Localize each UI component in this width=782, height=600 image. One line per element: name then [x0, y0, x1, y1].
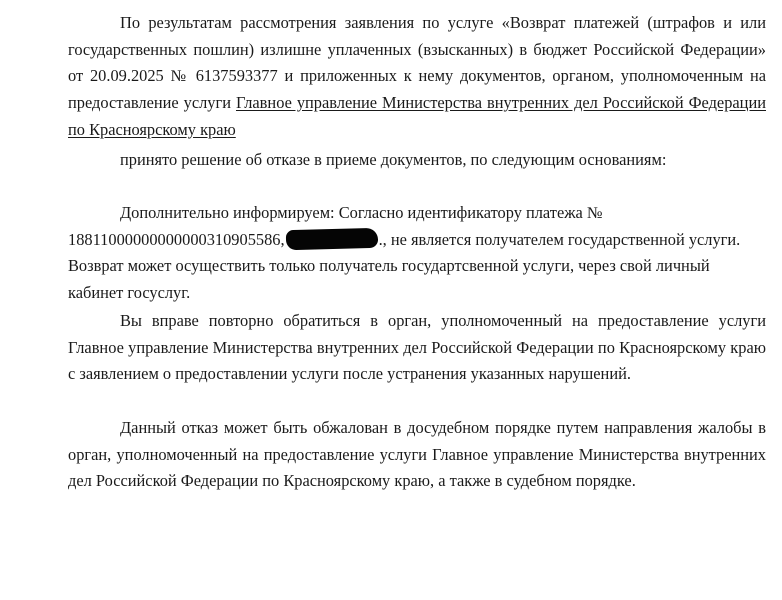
payment-id-text: Дополнительно информируем: Согласно идентификатору платежа № 18811000000000000310905586, — [68, 203, 603, 249]
additional-info-paragraph — [68, 200, 748, 307]
appeal-paragraph: Данный отказ может быть обжалован в досудебном порядке путем направления жалобы в орган, уполномоченный на предоставление услуги Главное управление Министерства внутренних дел Российской Федерации по Красноярскому краю, а также в судебном порядке. — [68, 418, 766, 491]
agency-name: Главное управление Министерства внутренних дел Российской Федерации по Красноярскому краю — [68, 93, 766, 139]
refusal-statement: принято решение об отказе в приеме документов, по следующим основаниям: — [120, 150, 667, 169]
decision-text: По результатам рассмотрения заявления по услуге «Возврат платежей (штрафов и или государственных пошлин) излишне уплаченных (взысканных) в бюджет Российской Федерации» от 20.09.2025 № 6137593377 и приложенных к нему документов, органом, уполномоченным на предоставление услуги — [68, 13, 766, 113]
redaction-mark — [285, 228, 377, 250]
decision-paragraph — [68, 10, 766, 144]
reapply-paragraph: Вы вправе повторно обратиться в орган, уполномоченный на предоставление услуги Главное управление Министерства внутренних дел Российской Федерации по Красноярскому краю с заявлением о предоставлении услуги после устранения указанных нарушений. — [68, 311, 766, 384]
additional-info-text: ., не является получателем государственной услуги. Возврат может осуществить только получатель государтсвенной услуги, через свой личный кабинет госуслуг. — [68, 229, 741, 303]
